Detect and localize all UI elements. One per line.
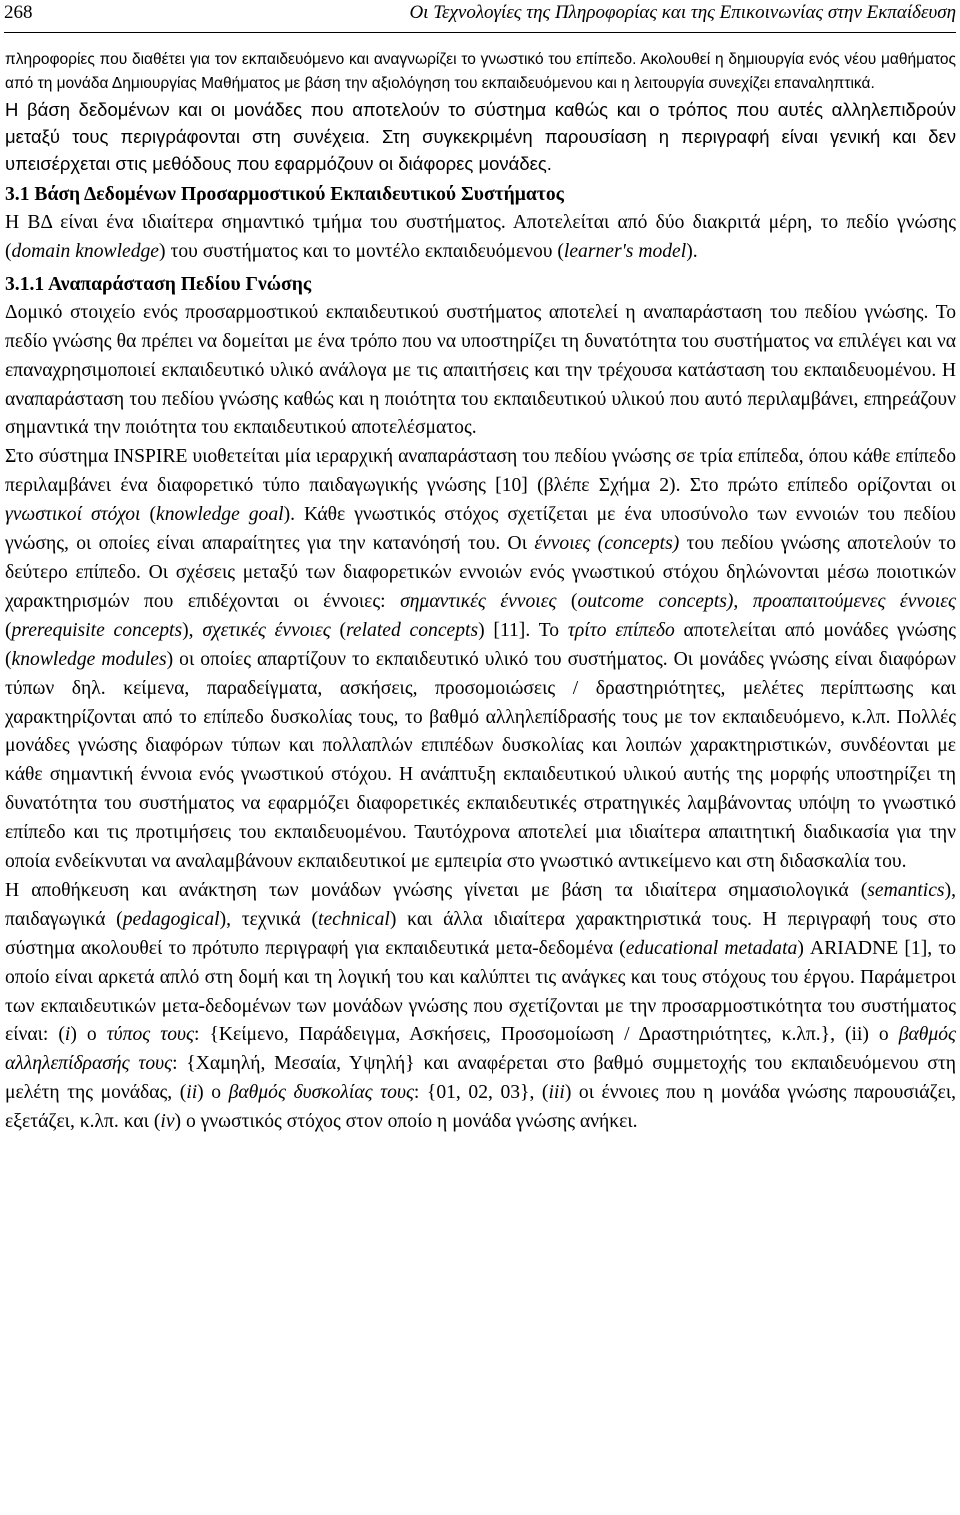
intro-paragraph-1: πληροφορίες που διαθέτει για τον εκπαιδευόμενο και αναγνωρίζει το γνωστικό του επίπεδο. Ακολουθεί η δημιουργία ενός νέου μαθήματος από τη μονάδα Δημιουργίας Μαθήματος με βάση την αξιολόγηση του εκπαιδευόμενου και η λειτουργία συνεχίζει επαναληπτικά. [5,51,956,92]
page-number: 268 [4,2,33,23]
running-title: Οι Τεχνολογίες της Πληροφορίας και της Επικοινωνίας στην Εκπαίδευση [409,2,956,23]
page-content [5,48,956,1137]
section-heading-3-1: 3.1 Βάση Δεδομένων Προσαρμοστικού Εκπαιδευτικού Συστήματος [5,184,564,205]
section-3-1-1-paragraph-1: Δομικό στοιχείο ενός προσαρμοστικού εκπαιδευτικού συστήματος αποτελεί η αναπαράσταση του πεδίου γνώσης. Το πεδίο γνώσης θα πρέπει να δομείται με ένα τρόπο που να υποστηρίζει τη δυνατότητα του συστήματος να επιλέγει και να επαναχρησιμοποιεί εκπαιδευτικό υλικό ανάλογα με τις απαιτήσεις και την τρέχουσα κατάσταση του εκπαιδευομένου. Η αναπαράσταση του πεδίου γνώσης καθώς και η ποιότητα του εκπαιδευτικού υλικού που αυτό περιλαμβάνει, επηρεάζουν σημαντικά την ποιότητα του εκπαιδευτικού αποτελέσματος. [5,301,956,439]
section-3-1-1-paragraph-2: Στο σύστημα INSPIRE υιοθετείται μία ιεραρχική αναπαράσταση του πεδίου γνώσης σε τρία επίπεδα, όπου κάθε επίπεδο περιλαμβάνει ένα διαφορετικό τύπο παιδαγωγικής γνώσης [10] (βλέπε Σχήμα 2). Στο πρώτο επίπεδο ορίζονται οι γνωστικοί στόχοι (knowledge goal). Κάθε γνωστικός στόχος σχετίζεται με ένα υποσύνολο των εννοιών του πεδίου γνώσης, οι οποίες είναι απαραίτητες για την κατανόησή του. Οι έννοιες (concepts) του πεδίου γνώσης αποτελούν το δεύτερο επίπεδο. Οι σχέσεις μεταξύ των διαφορετικών εννοιών ενός γνωστικού στόχου δηλώνονται μέσω ποιοτικών χαρακτηρισμών που επιδέχονται οι έννοιες: σημαντικές έννοιες (outcome concepts), προαπαιτούμενες έννοιες (prerequisite concepts), σχετικές έννοιες (related concepts) [11]. Το τρίτο επίπεδο αποτελείται από μονάδες γνώσης (knowledge modules) οι οποίες απαρτίζουν το εκπαιδευτικό υλικό του συστήματος. Οι μονάδες γνώσης είναι διαφόρων τύπων δηλ. κείμενα, παραδείγματα, ασκήσεις, προσομοιώσεις / δραστηριότητες, μελέτες περίπτωσης και χαρακτηρίζονται από το επίπεδο δυσκολίας τους, το βαθμό αλληλεπίδρασής τους με τον εκπαιδευόμενο, κ.λπ. Πολλές μονάδες γνώσης διαφόρων τύπων και πολλαπλών επιπέδων δυσκολίας και λοιπών χαρακτηριστικών, συνδέονται με κάθε σημαντική έννοια ενός γνωστικού στόχου. Η ανάπτυξη εκπαιδευτικού υλικού αυτής της μορφής υποστηρίζει τη δυνατότητα του συστήματος να εφαρμόζει διαφορετικές εκπαιδευτικές στρατηγικές λαμβάνοντας υπόψη το γνωστικό επίπεδο και τις προτιμήσεις του εκπαιδευομένου. Ταυτόχρονα αποτελεί μια ιδιαίτερα απαιτητική διαδικασία για την οποία ενδείκνυται να αναλαμβάνουν εκπαιδευτικοί με εμπειρία στο γνωστικό αντικείμενο και στη διδασκαλία του. [5,446,956,873]
section-heading-3-1-1: 3.1.1 Αναπαράσταση Πεδίου Γνώσης [5,273,312,295]
intro-paragraph-2: Η βάση δεδομένων και οι μονάδες που αποτελούν το σύστημα καθώς και ο τρόπος που αυτές αλληλεπιδρούν μεταξύ τους περιγράφονται στη συνέχεια. Στη συγκεκριμένη παρουσίαση η περιγραφή είναι γενική και δεν υπεισέρχεται στις μεθόδους που εφαρμόζουν οι διάφορες μονάδες. [5,99,956,174]
section-3-1-paragraph: Η ΒΔ είναι ένα ιδιαίτερα σημαντικό τμήμα του συστήματος. Αποτελείται από δύο διακριτά μέρη, το πεδίο γνώσης (domain knowledge) του συστήματος και το μοντέλο εκπαιδευόμενου (learner's model). [5,212,956,262]
running-header [4,0,956,33]
section-3-1-1-paragraph-3: Η αποθήκευση και ανάκτηση των μονάδων γνώσης γίνεται με βάση τα ιδιαίτερα σημασιολογικά (semantics), παιδαγωγικά (pedagogical), τεχνικά (technical) και άλλα ιδιαίτερα χαρακτηριστικά τους. Η περιγραφή τους στο σύστημα ακολουθεί το πρότυπο περιγραφή για εκπαιδευτικά μετα-δεδομένα (educational metadata) ARIADNE [1], το οποίο είναι αρκετά απλό στη δομή και τη λογική του και καλύπτει τις ανάγκες και τους στόχους του έργου. Παράμετροι των εκπαιδευτικών μετα-δεδομένων των μονάδων γνώσης που σχετίζονται με την προσαρμοστικότητα του συστήματος είναι: (i) ο τύπος τους: {Κείμενο, Παράδειγμα, Ασκήσεις, Προσομοίωση / Δραστηριότητες, κ.λπ.}, (ii) ο βαθμός αλληλεπίδρασής τους: {Χαμηλή, Μεσαία, Υψηλή} και αναφέρεται στο βαθμό συμμετοχής του εκπαιδευόμενου στη μελέτη της μονάδας, (ii) ο βαθμός δυσκολίας τους: {01, 02, 03}, (iii) οι έννοιες που η μονάδα γνώσης παρουσιάζει, εξετάζει, κ.λπ. και (iv) ο γνωστικός στόχος στον οποίο η μονάδα γνώσης ανήκει. [5,879,956,1133]
